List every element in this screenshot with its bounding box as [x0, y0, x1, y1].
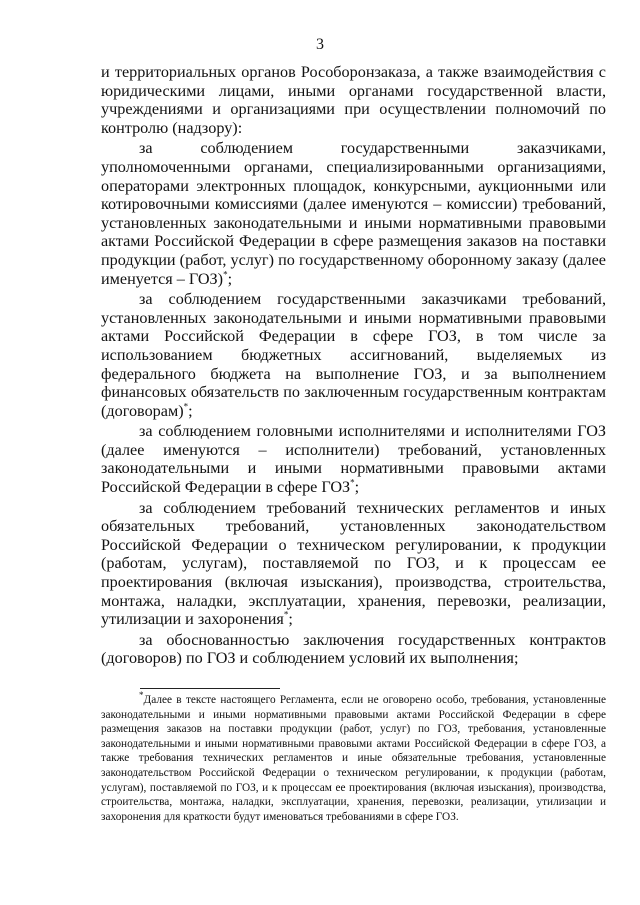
paragraph-punct: ;: [354, 478, 360, 497]
footnote-divider: [140, 688, 280, 689]
main-text: [101, 63, 606, 670]
paragraph-item: [101, 290, 606, 420]
paragraph-text: за соблюдением головными исполнителями и исполнителями ГОЗ (далее именуются – исполнители) требований, установленных законодательными и иными нормативными правовыми актами Российской Федерации в сфере ГОЗ: [101, 422, 606, 497]
paragraph-item: [101, 499, 606, 629]
footnote-text: Далее в тексте настоящего Регламента, если не оговорено особо, требования, установленные законодательными и иными нормативными правовыми актами Российской Федерации в сфере размещения заказов на поставки продукции (работ, услуг) по ГОЗ, требования, установленные законодательными и иными нормативными правовыми актами Российской Федерации в сфере ГОЗ, а также требования технических регламентов и иные обязательные требования, установленные законодательством Российской Федерации о техническом регулировании, к продукции (работам, услугам), поставляемой по ГОЗ, и к процессам ее проектирования (включая изыскания), производства, строительства, монтажа, наладки, эксплуатации, хранения, перевозки, реализации, утилизации и захоронения для краткости будут именоваться требованиями в сфере ГОЗ.: [101, 694, 606, 823]
paragraph-item: [101, 422, 606, 496]
footnote: [101, 690, 606, 824]
footnote-mark: *: [183, 401, 189, 412]
footnote-mark: *: [350, 477, 355, 488]
paragraph-item: [101, 139, 606, 288]
paragraph-text: и территориальных органов Рособоронзаказа, а также взаимодействия с юридическими лицами, иными органами государственной власти, учреждениями и организациями при осуществлении полномочий по контролю (надзору):: [101, 63, 606, 137]
paragraph-text: за обоснованностью заключения государственных контрактов (договоров) по ГОЗ и соблюдением условий их выполнения;: [101, 630, 606, 668]
paragraph-text: за соблюдением государственными заказчиками требований, установленных законодательными и иными нормативными правовыми актами Российской Федерации в сфере ГОЗ, в том числе за использованием бюджетных ассигнований, выделяемых из федерального бюджета на выполнение ГОЗ, и за выполнением финансовых обязательств по заключенным государственным контрактам (договорам): [101, 290, 606, 420]
paragraph-text: за соблюдением государственными заказчиками, уполномоченными органами, специализированными организациями, операторами электронных площадок, конкурсными, аукционными или котировочными комиссиями (далее именуются – комиссии) требований, установленных законодательными и иными нормативными правовыми актами Российской Федерации в сфере размещения заказов на поставки продукции (работ, услуг) по государственному оборонному заказу (далее именуется – ГОЗ): [101, 139, 606, 288]
page-number: 3: [316, 36, 324, 53]
paragraph-punct: ;: [227, 269, 233, 288]
paragraph-text: за соблюдением требований технических регламентов и иных обязательных требований, установленных законодательством Российской Федерации о техническом регулировании, к продукции (работам, услугам), поставляемой по ГОЗ, и к процессам ее проектирования (включая изыскания), производства, строительства, монтажа, наладки, эксплуатации, хранения, перевозки, реализации, утилизации и захоронения: [101, 498, 606, 629]
paragraph-punct: ;: [288, 610, 293, 629]
footnote-mark: *: [223, 269, 228, 280]
footnote-mark: *: [139, 690, 144, 701]
paragraph-intro: [101, 63, 606, 137]
paragraph-item: [101, 631, 606, 668]
paragraph-punct: ;: [188, 401, 193, 420]
footnote-mark: *: [283, 609, 289, 620]
